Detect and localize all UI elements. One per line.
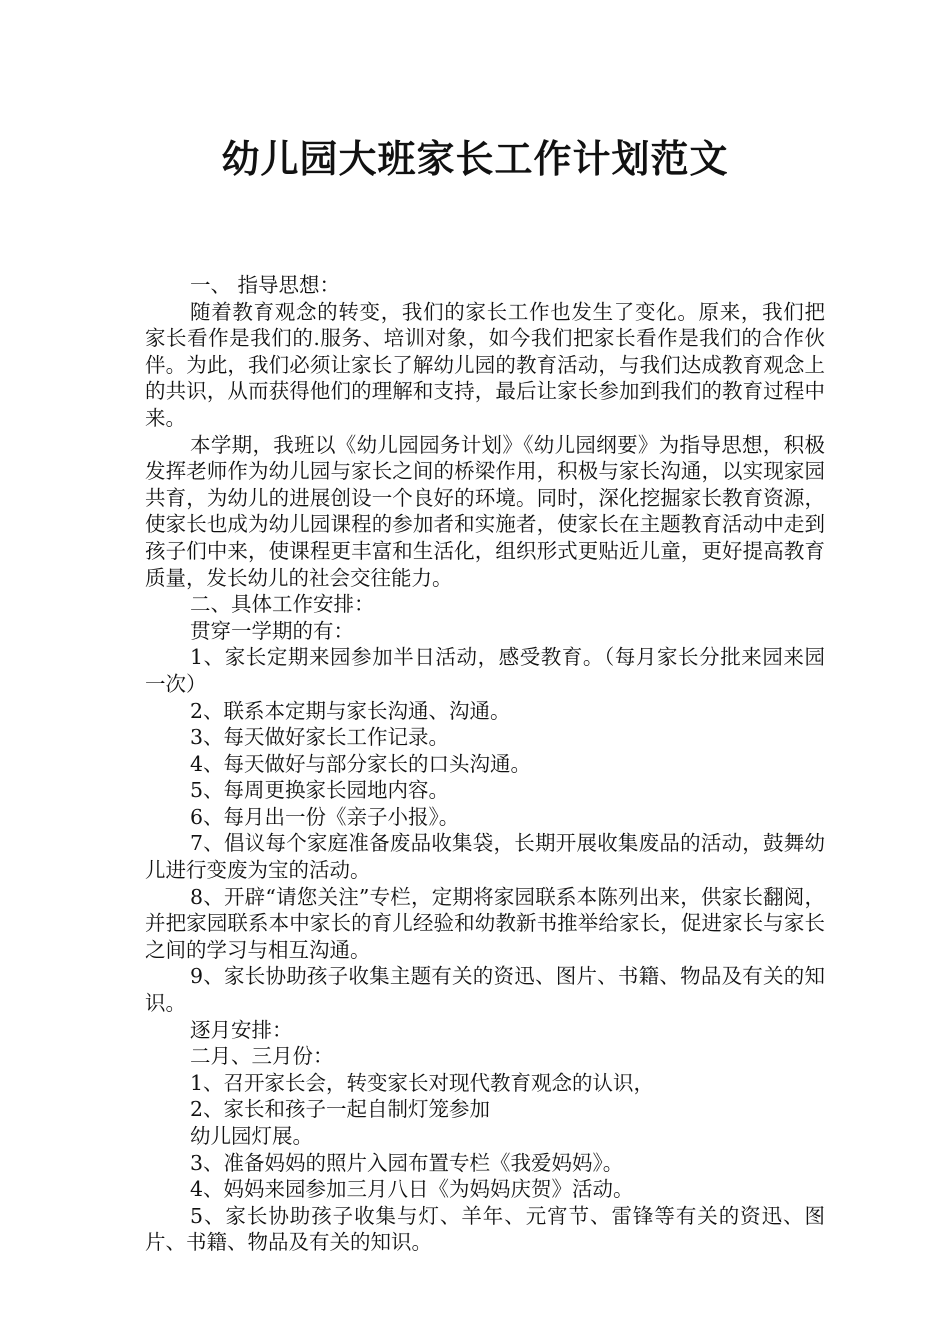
list-item: 1、召开家长会，转变家长对现代教育观念的认识， bbox=[190, 1070, 655, 1095]
list-item: 8、开辟“请您关注”专栏，定期将家园联系本陈列出来，供家长翻阅，并把家园联系本中家长的育儿经验和幼教新书推举给家长，促进家长与家长之间的学习与相互沟通。 bbox=[145, 884, 825, 962]
subheading-monthly: 逐月安排： bbox=[190, 1017, 293, 1042]
list-item: 2、家长和孩子一起自制灯笼参加 bbox=[190, 1097, 491, 1122]
list-item: 4、妈妈来园参加三月八日《为妈妈庆贺》活动。 bbox=[190, 1177, 634, 1202]
paragraph-text: 本学期，我班以《幼儿园园务计划》《幼儿园纲要》为指导思想，积极发挥老师作为幼儿园与家长之间的桥梁作用，积极与家长沟通，以实现家园共育，为幼儿的进展创设一个良好的环境。同时，深化挖掘家长教育资源，使家长也成为幼儿园课程的参加者和实施者，使家长在主题教育活动中走到孩子们中来，使课程更丰富和生活化，组织形式更贴近儿童，更好提高教育质量，发长幼儿的社会交往能力。 bbox=[145, 432, 825, 590]
list-item: 5、家长协助孩子收集与灯、羊年、元宵节、雷锋等有关的资迅、图片、书籍、物品及有关的知识。 bbox=[145, 1203, 825, 1255]
list-item: 7、倡议每个家庭准备废品收集袋，长期开展收集废品的活动，鼓舞幼儿进行变废为宝的活动。 bbox=[145, 831, 825, 883]
list-item: 6、每月出一份《亲子小报》。 bbox=[190, 804, 460, 829]
list-item-continuation: 幼儿园灯展。 bbox=[190, 1124, 313, 1148]
section-heading-guiding-ideology: 一、 指导思想： bbox=[190, 273, 341, 297]
section-heading-work-arrangements: 二、具体工作安排： bbox=[190, 592, 375, 617]
list-item: 3、准备妈妈的照片入园布置专栏《我爱妈妈》。 bbox=[190, 1150, 624, 1175]
list-item: 2、联系本定期与家长沟通、沟通。 bbox=[190, 698, 511, 723]
list-item: 9、家长协助孩子收集主题有关的资迅、图片、书籍、物品及有关的知识。 bbox=[145, 964, 825, 1016]
subheading-whole-term: 贯穿一学期的有： bbox=[190, 618, 354, 643]
list-item: 1、家长定期来园参加半日活动，感受教育。（每月家长分批来园来园一次） bbox=[145, 645, 825, 696]
document-body bbox=[145, 272, 825, 1256]
paragraph-text: 随着教育观念的转变，我们的家长工作也发生了变化。原来，我们把家长看作是我们的.服务、培训对象，如今我们把家长看作是我们的合作伙伴。为此，我们必须让家长了解幼儿园的教育活动，与我们达成教育观念上的共识，从而获得他们的理解和支持，最后让家长参加到我们的教育过程中来。 bbox=[145, 299, 825, 430]
document-title: 幼儿园大班家长工作计划范文 bbox=[221, 137, 729, 181]
list-item: 5、每周更换家长园地内容。 bbox=[190, 778, 450, 803]
list-item: 3、每天做好家长工作记录。 bbox=[190, 725, 450, 750]
list-item: 4、每天做好与部分家长的口头沟通。 bbox=[190, 751, 532, 776]
subheading-feb-mar: 二月、三月份： bbox=[190, 1044, 334, 1069]
